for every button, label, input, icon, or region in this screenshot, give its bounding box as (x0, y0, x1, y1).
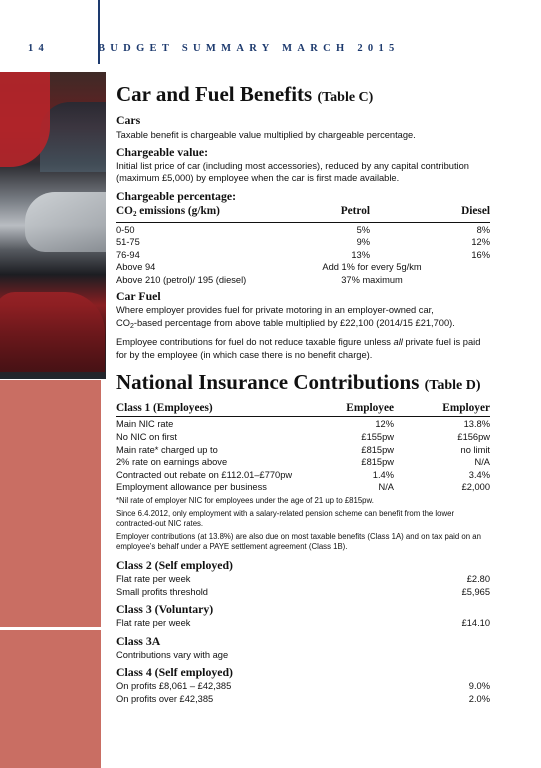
car-fuel-title: Car and Fuel Benefits (Table C) (116, 82, 374, 106)
co2-col-header: $CO_2$ emissions (g/km) (116, 204, 220, 218)
table-row: 51-75 9% 12% (116, 237, 490, 248)
table-row: No NIC on first £155pw £156pw (116, 432, 490, 443)
table-row: 0-50 5% 8% (116, 224, 490, 235)
chargeable-value-heading: Chargeable value: (116, 144, 209, 159)
chargeable-value-text: Initial list price of car (including most accessories), reduced by any capital contribution (maximum £5,000) by employee when the car is first made available. (116, 160, 469, 183)
table-row: 2% rate on earnings above £815pw N/A (116, 457, 490, 468)
class1-heading: Class 1 (Employees) (116, 402, 213, 415)
nic-note-class1a: Employer contributions (at 13.8%) are also due on most taxable benefits (Class 1A) and on tax paid on an employee’s behalf under a PAYE settlement agreement (Class 1B). (116, 532, 481, 552)
class1-table-header (116, 401, 490, 417)
class4-heading: Class 4 (Self employed) (116, 665, 233, 680)
class2-heading: Class 2 (Self employed) (116, 558, 233, 573)
class3a-heading: Class 3A (116, 633, 161, 648)
employee-col-header: Employee (346, 402, 394, 415)
co2-table (116, 204, 490, 287)
petrol-col-header: Petrol (340, 204, 370, 217)
decorative-band-top (0, 380, 101, 627)
table-row: Flat rate per week £14.10 (116, 618, 490, 629)
class3a-text: Contributions vary with age (116, 649, 229, 660)
table-row: 76-94 13% 16% (116, 249, 490, 260)
diesel-col-header: Diesel (461, 204, 490, 217)
car-fuel-heading: Car Fuel (116, 289, 161, 304)
table-row: Small profits threshold £5,965 (116, 586, 490, 597)
page-number: 14 (28, 43, 50, 54)
cars-photo (0, 72, 106, 379)
main-content (116, 82, 490, 706)
cars-text: Taxable benefit is chargeable value multiplied by chargeable percentage. (116, 130, 416, 140)
table-row: Above 210 (petrol)/ 195 (diesel) 37% maximum (116, 274, 403, 285)
employer-col-header: Employer (442, 402, 490, 415)
class1-table (116, 401, 490, 494)
table-row: On profits £8,061 – £42,385 9.0% (116, 681, 490, 692)
table-row: Employment allowance per business N/A £2,000 (116, 482, 490, 493)
chargeable-percentage-heading: Chargeable percentage: (116, 188, 237, 203)
table-row: Main rate* charged up to £815pw no limit (116, 444, 490, 455)
table-row: Flat rate per week £2.80 (116, 574, 490, 585)
page-header (28, 43, 400, 54)
class3-heading: Class 3 (Voluntary) (116, 602, 214, 617)
car-fuel-text: Where employer provides fuel for private motoring in an employer-owned car, $CO_2$-based percentage from above table multiplied by £22,100 (2014/15 £21,700). (116, 305, 455, 330)
employee-contributions-text: Employee contributions for fuel do not reduce taxable figure unless all private fuel is paid for by the employee (in which case there is no benefit charge). (116, 337, 481, 360)
decorative-band-bottom (0, 630, 101, 768)
header-divider (98, 0, 100, 64)
nic-note-under-21: *Nil rate of employer NIC for employees under the age of 21 up to £815pw. (116, 496, 374, 506)
publication-title: BUDGET SUMMARY MARCH 2015 (98, 43, 400, 54)
cars-heading: Cars (116, 113, 141, 127)
table-row: Contracted out rebate on £112.01–£770pw 1.4% 3.4% (116, 469, 490, 480)
nic-title: National Insurance Contributions (Table D) (116, 370, 481, 395)
nic-note-contracted-out: Since 6.4.2012, only employment with a salary-related pension scheme can benefit from the lower contracted-out NIC rates. (116, 509, 455, 529)
table-row: On profits over £42,385 2.0% (116, 694, 490, 704)
co2-table-header (116, 204, 490, 223)
table-row: Above 94 Add 1% for every 5g/km (116, 262, 422, 273)
table-row: Main NIC rate 12% 13.8% (116, 419, 490, 430)
